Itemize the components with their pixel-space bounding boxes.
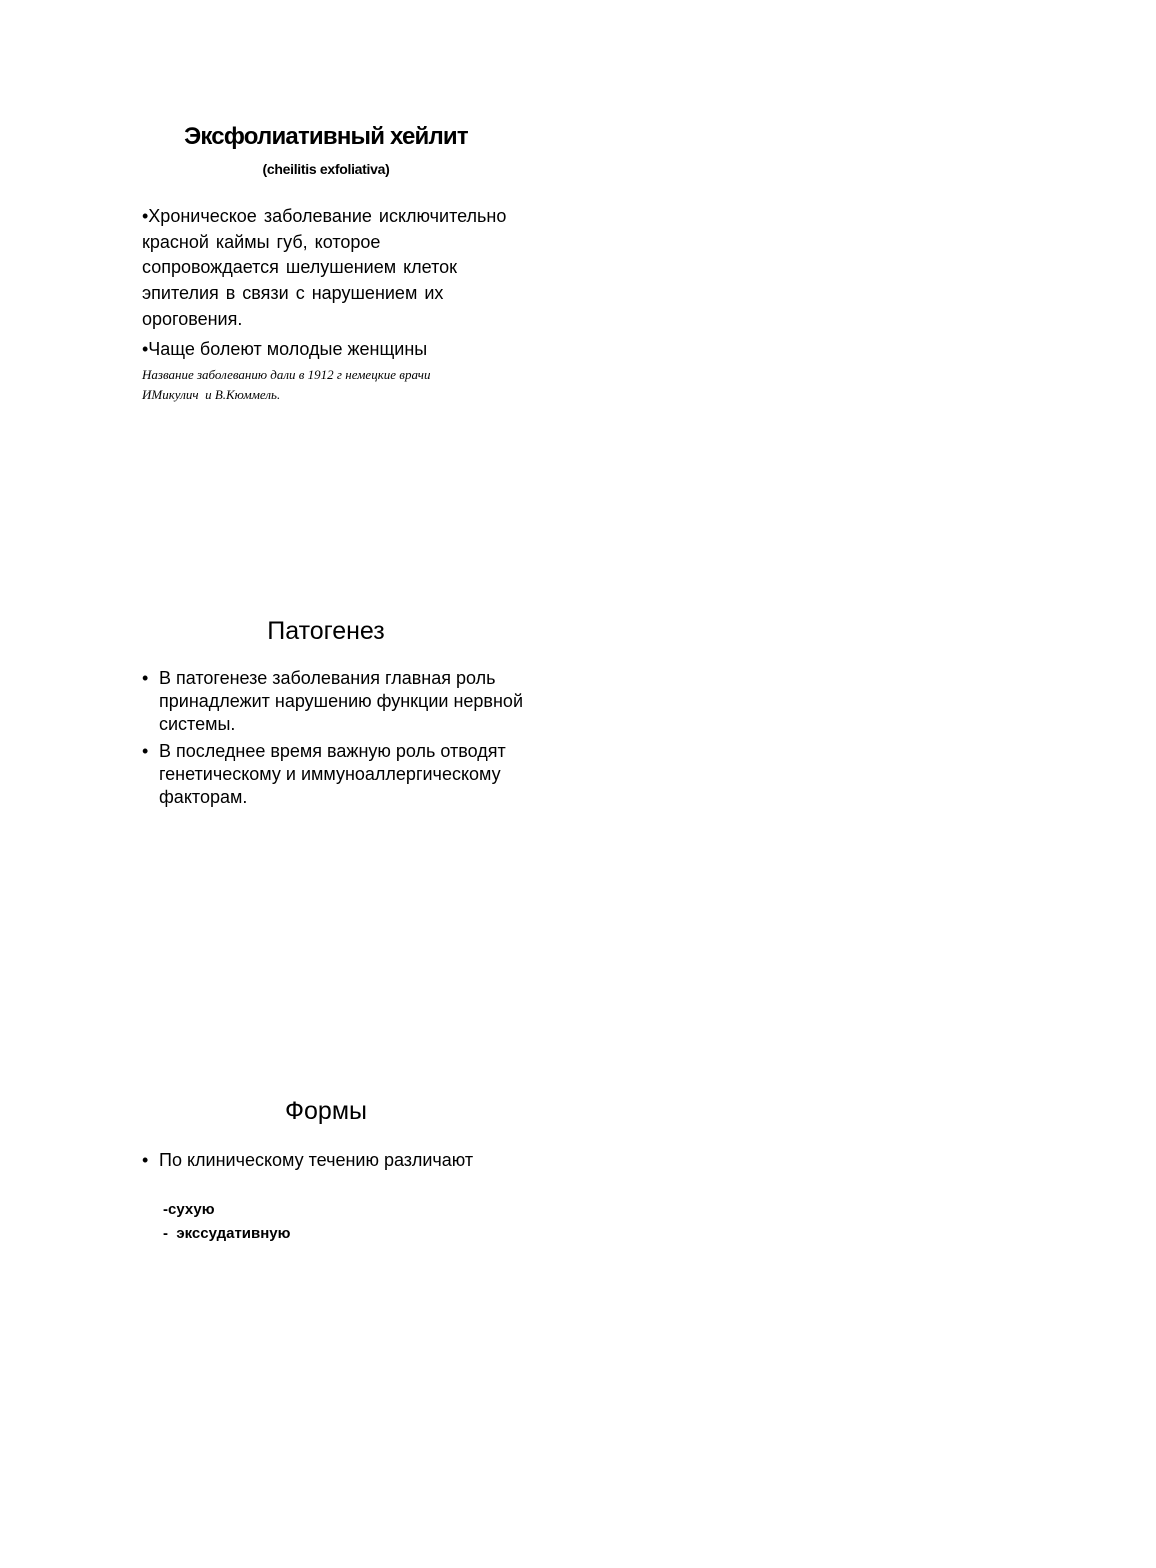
slide3-title: Формы [285,1097,367,1125]
list-item [142,740,527,809]
bullet-icon: • [142,668,149,688]
slide1-history-note [142,365,502,405]
slide1-history-note-line2: ИМикулич и В.Кюммель. [142,387,281,402]
slide2-title: Патогенез [267,617,385,645]
slide3-form-exudative: - экссудативную [163,1225,291,1242]
slide1-definition-paragraph: •Хроническое заболевание исключительно красной каймы губ, которое сопровождается шелушением клеток эпителия в связи с нарушением их ороговения. [142,206,507,329]
slide3-bullet-list [142,1149,527,1172]
slide1-epidemiology-paragraph: •Чаще болеют молодые женщины [142,339,428,359]
slide2-bullet-list [142,667,527,809]
list-item [142,667,527,736]
slide1-subtitle: (cheilitis exfoliativa) [262,161,390,177]
slide1-title: Эксфолиативный хейлит [184,123,468,150]
bullet-text: В последнее время важную роль отводят генетическому и иммуноаллергическому факторам. [159,741,506,807]
list-item [142,1149,527,1172]
bullet-text: В патогенезе заболевания главная роль принадлежит нарушению функции нервной системы. [159,668,523,734]
bullet-icon: • [142,1150,149,1170]
slide3-form-dry: -сухую [163,1201,215,1218]
bullet-text: По клиническому течению различают [159,1150,474,1170]
bullet-icon: • [142,741,149,761]
slide1-history-note-line1: Название заболеванию дали в 1912 г немецкие врачи [142,367,431,382]
